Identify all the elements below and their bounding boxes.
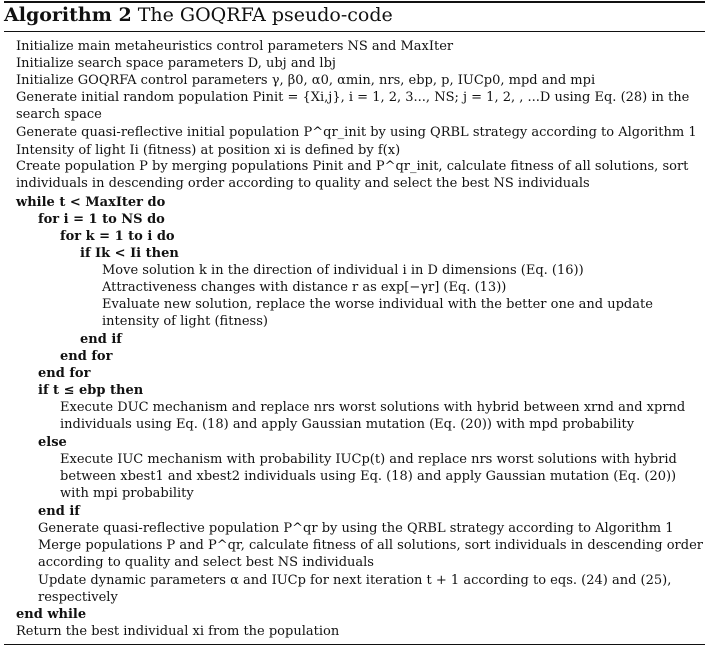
algorithm-label: Algorithm 2 xyxy=(4,4,132,26)
pseudo-line-keyword: end for xyxy=(60,349,113,364)
pseudo-line-keyword: while t < MaxIter do xyxy=(16,195,166,210)
pseudo-line: Generate initial random population Pinit = {Xi,j}, i = 1, 2, 3..., NS; j = 1, 2, , ...D using Eq. (28) in the search space xyxy=(16,90,694,123)
pseudo-line-keyword: for k = 1 to i do xyxy=(60,229,175,244)
pseudo-line: Initialize search space parameters D, ubj and lbj xyxy=(16,56,336,71)
pseudo-line: Generate quasi-reflective initial population P^qr_init by using QRBL strategy according to Algorithm 1 xyxy=(16,125,697,140)
pseudo-line: Intensity of light Ii (fitness) at position xi is defined by f(x) xyxy=(16,143,401,158)
pseudo-line-keyword: end if xyxy=(38,504,80,519)
algorithm-caption xyxy=(4,4,393,26)
pseudo-line: Return the best individual xi from the population xyxy=(16,624,340,639)
pseudo-line: Execute DUC mechanism and replace nrs worst solutions with hybrid between xrnd and xprnd individuals using Eq. (18) and apply Gaussian mutation (Eq. (20)) with mpd probability xyxy=(60,400,690,433)
pseudo-line: Attractiveness changes with distance r as exp[−γr] (Eq. (13)) xyxy=(102,280,507,295)
pseudo-line-keyword: if Ik < Ii then xyxy=(80,246,179,261)
pseudo-line: Move solution k in the direction of individual i in D dimensions (Eq. (16)) xyxy=(102,263,584,278)
pseudo-line: Execute IUC mechanism with probability IUCp(t) and replace nrs worst solutions with hybrid between xbest1 and xbest2 individuals using Eq. (18) and apply Gaussian mutation (Eq. (20)) with mpi probability xyxy=(60,452,681,502)
pseudo-line-keyword: if t ≤ ebp then xyxy=(38,383,144,398)
pseudo-line-keyword: end for xyxy=(38,366,91,381)
bottom-rule xyxy=(4,644,705,645)
pseudo-line: Update dynamic parameters α and IUCp for next iteration t + 1 according to eqs. (24) and (25), respectively xyxy=(38,573,676,606)
algorithm-title: The GOQRFA pseudo-code xyxy=(137,4,393,26)
pseudo-line: Generate quasi-reflective population P^qr by using the QRBL strategy according to Algorithm 1 xyxy=(38,521,674,536)
pseudo-line: Initialize main metaheuristics control parameters NS and MaxIter xyxy=(16,39,454,54)
pseudo-line-keyword: end while xyxy=(16,607,87,622)
top-rule xyxy=(4,1,705,3)
pseudo-line-keyword: else xyxy=(38,435,67,450)
pseudo-line-keyword: for i = 1 to NS do xyxy=(38,212,165,227)
pseudo-line: Initialize GOQRFA control parameters γ, β0, α0, αmin, nrs, ebp, p, IUCp0, mpd and mpi xyxy=(16,73,596,88)
caption-rule xyxy=(4,31,705,32)
pseudo-line: Evaluate new solution, replace the worse individual with the better one and update intensity of light (fitness) xyxy=(102,297,658,330)
pseudo-line-keyword: end if xyxy=(80,332,122,347)
pseudo-line: Merge populations P and P^qr, calculate fitness of all solutions, sort individuals in descending order according to quality and select best NS individuals xyxy=(38,538,708,571)
pseudo-line: Create population P by merging populations Pinit and P^qr_init, calculate fitness of all solutions, sort individuals in descending order according to quality and select the best NS individuals xyxy=(16,159,693,192)
